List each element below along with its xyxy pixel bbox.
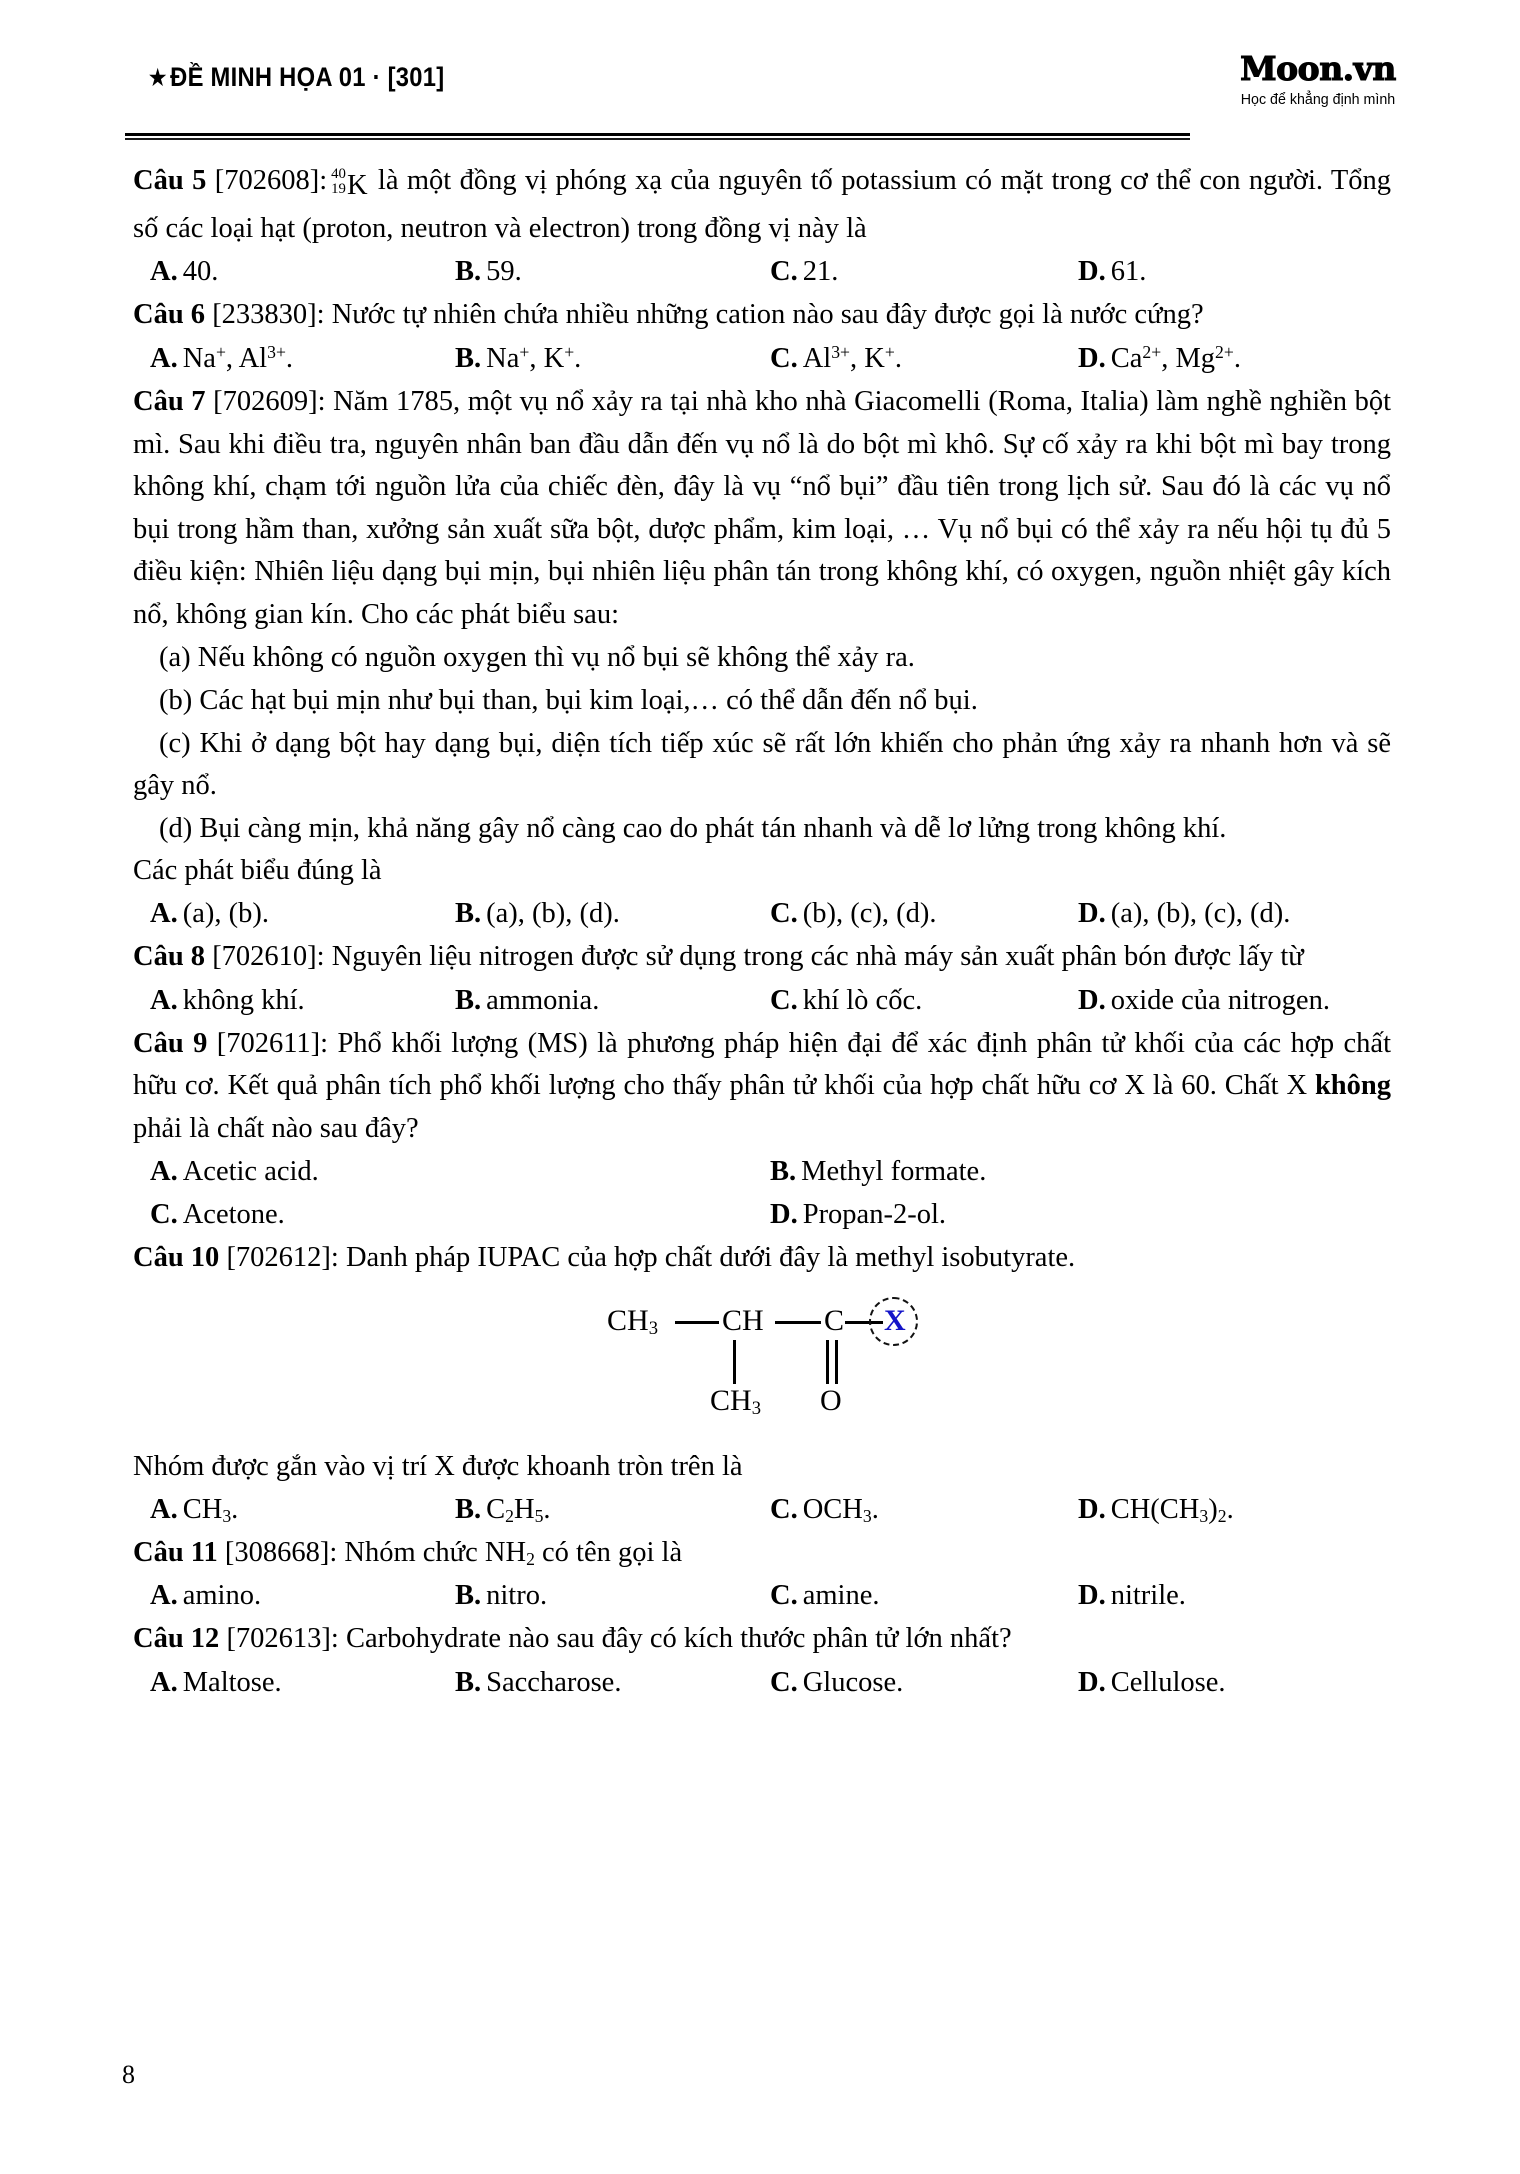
statement-a: (a) Nếu không có nguồn oxygen thì vụ nổ bụi sẽ không thể xảy ra. xyxy=(159,642,915,674)
question-11-code: [308668] xyxy=(224,1536,330,1568)
exam-title-text: ĐỀ MINH HỌA 01 · [301] xyxy=(170,62,445,92)
option-c[interactable] xyxy=(770,251,838,294)
option-b[interactable] xyxy=(455,1662,621,1705)
atom-c: C xyxy=(824,1304,845,1337)
option-d[interactable] xyxy=(1078,1575,1186,1618)
option-a[interactable] xyxy=(150,338,293,381)
question-11-text: : Nhóm chức $NH_2$ có tên gọi là xyxy=(329,1536,683,1569)
atom-x: X xyxy=(884,1304,906,1337)
question-5-label: Câu 5 xyxy=(133,165,207,196)
isotope-mass-number: 40 xyxy=(331,166,346,183)
chemical-structure-diagram xyxy=(133,1290,1391,1440)
option-a[interactable] xyxy=(150,1489,238,1532)
atom-ch3-left-text: CH xyxy=(607,1304,649,1337)
brand-tagline: Học để khẳng định mình xyxy=(1240,90,1396,108)
option-c[interactable] xyxy=(770,338,902,381)
page-header xyxy=(125,49,1396,142)
structure-canvas xyxy=(607,1290,917,1440)
option-d-text: $Ca^{2+}$, $Mg^{2+}$. xyxy=(1110,341,1241,374)
option-d[interactable] xyxy=(1078,980,1330,1023)
question-9-label: Câu 9 xyxy=(133,1027,208,1059)
star-icon: ★ xyxy=(149,65,167,90)
atom-ch3-bottom-sub: 3 xyxy=(751,1398,761,1420)
option-d-text: Cellulose. xyxy=(1110,1666,1226,1698)
atom-ch3-bottom-text: CH xyxy=(710,1384,752,1417)
option-b-letter: B. xyxy=(455,1580,482,1612)
question-11-label: Câu 11 xyxy=(133,1536,218,1568)
question-11-options xyxy=(133,1575,1391,1618)
exam-title xyxy=(149,62,444,93)
question-12-label: Câu 12 xyxy=(133,1623,220,1655)
option-b-text: 59. xyxy=(486,256,522,288)
question-7-closing: Các phát biểu đúng là xyxy=(133,855,382,887)
option-c-letter: C. xyxy=(770,1580,798,1612)
isotope-atomic-number: 19 xyxy=(331,181,346,198)
option-d-letter: D. xyxy=(1078,1580,1106,1612)
question-10 xyxy=(133,1237,1391,1280)
option-b-letter: B. xyxy=(455,256,482,288)
option-a-text: (a), (b). xyxy=(182,898,269,930)
option-a-text: 40. xyxy=(182,256,219,288)
question-7-options xyxy=(133,893,1391,936)
option-c-text: $Al^{3+}$, K+. xyxy=(802,341,902,374)
question-7-label: Câu 7 xyxy=(133,385,206,417)
option-b[interactable] xyxy=(455,1489,551,1532)
question-10-code: [702612] xyxy=(226,1242,331,1274)
option-a[interactable] xyxy=(150,980,305,1023)
option-b-letter: B. xyxy=(455,1493,482,1525)
isotope-numbers xyxy=(331,167,346,197)
brand-name: Moon.vn xyxy=(1240,49,1396,88)
option-a-letter: A. xyxy=(150,1580,178,1612)
question-10-options xyxy=(133,1489,1391,1532)
option-c[interactable] xyxy=(770,1489,879,1532)
header-divider xyxy=(125,133,1190,140)
bond-ch-c xyxy=(775,1321,821,1324)
atom-ch3-left-sub: 3 xyxy=(648,1318,658,1340)
option-b[interactable] xyxy=(455,980,599,1023)
exam-body xyxy=(133,160,1391,1705)
question-5 xyxy=(133,160,1391,250)
option-d[interactable] xyxy=(1078,338,1241,381)
question-8-code: [702610] xyxy=(212,941,317,973)
question-5-options xyxy=(133,251,1391,294)
option-a-text: Na+, $Al^{3+}$. xyxy=(182,341,294,374)
option-c-text: 21. xyxy=(802,256,839,288)
option-c-letter: C. xyxy=(150,1199,178,1231)
question-5-colon: : xyxy=(319,165,328,196)
option-d[interactable] xyxy=(1078,1662,1226,1705)
option-a-letter: A. xyxy=(150,984,178,1016)
statement-c: (c) Khi ở dạng bột hay dạng bụi, diện tích tiếp xúc sẽ rất lớn khiến cho phản ứng xảy ra nhanh hơn và sẽ gây nổ. xyxy=(133,727,1391,802)
option-c-letter: C. xyxy=(770,898,798,930)
option-d-letter: D. xyxy=(1078,1666,1106,1698)
option-b-text: (a), (b), (d). xyxy=(486,898,620,930)
question-7-text: : Năm 1785, một vụ nổ xảy ra tại nhà kho nhà Giacomelli (Roma, Italia) làm nghề nghiền bột mì. Sau khi điều tra, nguyên nhân ban đầu dẫn đến vụ nổ là do bột mì khô. Sự cố xảy ra khi bột mì bay trong không khí, chạm tới nguồn lửa của chiếc đèn, đây là vụ “nổ bụi” đầu tiên trong lịch sử. Sau đó là các vụ nổ bụi trong hầm than, xưởng sản xuất sữa bột, dược phẩm, kim loại, … Vụ nổ bụi có thể xảy ra nếu hội tụ đủ 5 điều kiện: Nhiên liệu dạng bụi mịn, bụi nhiên liệu phân tán trong không khí, có oxygen, nguồn nhiệt gây kích nổ, không gian kín. Cho các phát biểu sau: xyxy=(133,385,1392,630)
option-d-letter: D. xyxy=(1078,342,1106,374)
atom-ch3-bottom xyxy=(710,1384,761,1418)
question-12-text: : Carbohydrate nào sau đây có kích thước phân tử lớn nhất? xyxy=(330,1623,1012,1655)
atom-o: O xyxy=(820,1384,842,1417)
option-a[interactable] xyxy=(150,1662,282,1705)
option-c-letter: C. xyxy=(770,342,798,374)
option-d-letter: D. xyxy=(1078,256,1106,288)
option-b[interactable] xyxy=(455,338,581,381)
bond-ch-ch3-bottom xyxy=(733,1340,736,1384)
option-d[interactable] xyxy=(1078,1489,1234,1532)
question-10-followup: Nhóm được gắn vào vị trí X được khoanh tròn trên là xyxy=(133,1451,743,1482)
question-12-code: [702613] xyxy=(226,1623,331,1655)
isotope-symbol: K xyxy=(346,169,368,201)
atom-ch: CH xyxy=(722,1304,764,1337)
option-d-text: $CH(CH_3)_2$. xyxy=(1110,1493,1234,1526)
bond-c-o-1 xyxy=(826,1340,829,1384)
option-a[interactable] xyxy=(150,893,269,936)
question-8-label: Câu 8 xyxy=(133,941,206,973)
question-9-text-b: phải là chất nào sau đây? xyxy=(133,1112,419,1144)
bond-ch3-ch xyxy=(675,1321,719,1324)
question-9-emphasis: không xyxy=(1314,1070,1391,1102)
option-a-text: không khí. xyxy=(182,984,305,1016)
option-d-letter: D. xyxy=(1078,984,1106,1016)
option-c-letter: C. xyxy=(770,984,798,1016)
question-7 xyxy=(133,381,1391,637)
option-b-letter: B. xyxy=(770,1156,797,1188)
option-c[interactable] xyxy=(770,980,922,1023)
option-b-letter: B. xyxy=(455,1666,482,1698)
option-c[interactable] xyxy=(770,893,936,936)
question-9-options-row2 xyxy=(133,1194,1391,1237)
option-a-text: $CH_3$. xyxy=(182,1493,239,1526)
question-6-text: : Nước tự nhiên chứa nhiều những cation nào sau đây được gọi là nước cứng? xyxy=(316,299,1204,331)
question-9-code: [702611] xyxy=(216,1027,321,1059)
option-a-text: amino. xyxy=(182,1580,262,1612)
option-b[interactable] xyxy=(455,251,522,294)
question-12-options xyxy=(133,1662,1391,1705)
bond-c-o-2 xyxy=(835,1340,838,1384)
atom-ch3-left xyxy=(607,1304,658,1338)
option-d-text: (a), (b), (c), (d). xyxy=(1110,898,1291,930)
option-d-text: oxide của nitrogen. xyxy=(1110,984,1330,1016)
option-b-text: Methyl formate. xyxy=(801,1156,987,1188)
question-6-options xyxy=(133,338,1391,381)
option-d[interactable] xyxy=(1078,251,1146,294)
option-a-letter: A. xyxy=(150,1493,178,1525)
question-9-text-a: : Phổ khối lượng (MS) là phương pháp hiện đại để xác định phân tử khối của các hợp chất hữu cơ. Kết quả phân tích phổ khối lượng cho thấy phân tử khối của hợp chất hữu cơ X là 60. Chất X xyxy=(133,1027,1391,1102)
option-c-text: Glucose. xyxy=(802,1666,904,1698)
option-a-letter: A. xyxy=(150,1666,178,1698)
option-b-letter: B. xyxy=(455,898,482,930)
option-d-text: Propan-2-ol. xyxy=(802,1199,946,1231)
divider-line-bottom xyxy=(125,138,1190,140)
option-a-letter: A. xyxy=(150,898,178,930)
option-c-letter: C. xyxy=(770,256,798,288)
option-c[interactable] xyxy=(770,1662,903,1705)
option-a-text: Acetic acid. xyxy=(182,1156,319,1188)
question-8-options xyxy=(133,980,1391,1023)
option-d[interactable] xyxy=(1078,893,1290,936)
option-a-letter: A. xyxy=(150,1156,178,1188)
option-d-text: 61. xyxy=(1110,256,1147,288)
isotope-notation xyxy=(331,165,367,208)
statement-d: (d) Bụi càng mịn, khả năng gây nổ càng cao do phát tán nhanh và dễ lơ lửng trong không khí. xyxy=(159,812,1227,844)
question-9-options-row1 xyxy=(133,1151,1391,1194)
option-c-letter: C. xyxy=(770,1666,798,1698)
option-c-letter: C. xyxy=(770,1493,798,1525)
option-c-text: $OCH_3$. xyxy=(802,1493,879,1526)
option-a-letter: A. xyxy=(150,342,178,374)
question-8 xyxy=(133,936,1391,979)
option-b[interactable] xyxy=(455,893,620,936)
option-a[interactable] xyxy=(150,1575,261,1618)
option-b-text: nitro. xyxy=(486,1580,548,1612)
question-7-code: [702609] xyxy=(213,385,318,417)
option-a-letter: A. xyxy=(150,256,178,288)
option-c[interactable] xyxy=(770,1575,879,1618)
question-6-label: Câu 6 xyxy=(133,299,206,331)
option-c[interactable] xyxy=(150,1194,285,1237)
option-b-text: Na+, K+. xyxy=(486,341,582,374)
option-d-letter: D. xyxy=(1078,898,1106,930)
question-5-text: là một đồng vị phóng xạ của nguyên tố potassium có mặt trong cơ thể con người. Tổng số các loại hạt (proton, neutron và electron) trong đồng vị này là xyxy=(133,165,1392,244)
page-number: 8 xyxy=(122,2060,135,2089)
brand-logo xyxy=(1153,49,1483,108)
option-d-letter: D. xyxy=(770,1199,798,1231)
question-6 xyxy=(133,294,1391,337)
option-c-text: Acetone. xyxy=(182,1199,285,1231)
question-10-text: : Danh pháp IUPAC của hợp chất dưới đây là methyl isobutyrate. xyxy=(330,1242,1076,1274)
question-5-code: [702608] xyxy=(214,165,320,196)
option-d[interactable] xyxy=(770,1194,946,1237)
option-b-letter: B. xyxy=(455,342,482,374)
option-c-text: amine. xyxy=(802,1580,880,1612)
question-9 xyxy=(133,1023,1391,1151)
question-12 xyxy=(133,1618,1391,1661)
option-b[interactable] xyxy=(455,1575,547,1618)
option-b-text: Saccharose. xyxy=(486,1666,622,1698)
option-b-text: $C_2H_5$. xyxy=(486,1493,551,1526)
option-b[interactable] xyxy=(770,1151,986,1194)
option-a[interactable] xyxy=(150,251,218,294)
question-10-label: Câu 10 xyxy=(133,1242,220,1274)
option-a[interactable] xyxy=(150,1151,319,1194)
option-c-text: (b), (c), (d). xyxy=(802,898,937,930)
question-8-text: : Nguyên liệu nitrogen được sử dụng trong các nhà máy sản xuất phân bón được lấy từ xyxy=(316,941,1304,973)
option-b-letter: B. xyxy=(455,984,482,1016)
question-6-code: [233830] xyxy=(212,299,317,331)
statement-b: (b) Các hạt bụi mịn như bụi than, bụi kim loại,… có thể dẫn đến nổ bụi. xyxy=(159,685,978,717)
option-d-letter: D. xyxy=(1078,1493,1106,1525)
option-b-text: ammonia. xyxy=(486,984,600,1016)
option-d-text: nitrile. xyxy=(1110,1580,1186,1612)
option-c-text: khí lò cốc. xyxy=(802,984,923,1016)
question-11 xyxy=(133,1532,1391,1575)
option-a-text: Maltose. xyxy=(182,1666,282,1698)
